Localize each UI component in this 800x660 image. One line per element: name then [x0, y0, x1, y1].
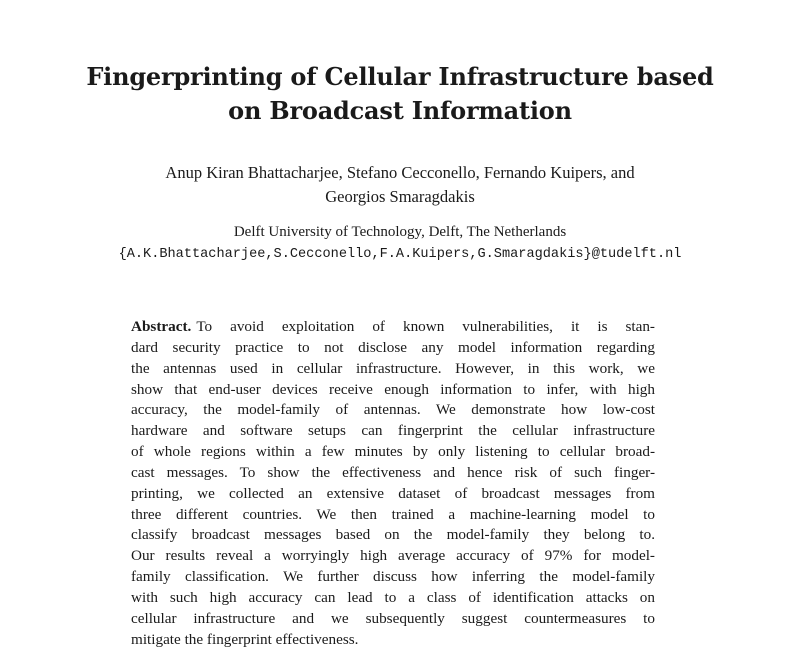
author-list — [40, 161, 760, 209]
authors-line-2: Georgios Smaragdakis — [325, 187, 475, 206]
paper-title — [40, 60, 760, 128]
abstract-line: family classification. We further discuss how inferring the model-family — [131, 568, 655, 586]
abstract-line: of whole regions within a few minutes by only listening to cellular broad- — [131, 443, 655, 461]
abstract-label: Abstract. — [131, 318, 192, 335]
abstract-line: Our results reveal a worryingly high average accuracy of 97% for model- — [131, 547, 655, 565]
abstract — [131, 317, 655, 651]
paper-title-line-2: on Broadcast Information — [228, 96, 572, 125]
abstract-line: hardware and software setups can fingerprint the cellular infrastructure — [131, 422, 655, 440]
abstract-line: Abstract. To avoid exploitation of known vulnerabilities, it is stan- — [131, 318, 655, 335]
paper-title-line-1: Fingerprinting of Cellular Infrastructure based — [86, 62, 714, 91]
abstract-line: mitigate the fingerprint effectiveness. — [131, 630, 359, 648]
abstract-line: the antennas used in cellular infrastructure. However, in this work, we — [131, 359, 655, 377]
authors-line-1: Anup Kiran Bhattacharjee, Stefano Cecconello, Fernando Kuipers, and — [165, 163, 635, 182]
affiliation: Delft University of Technology, Delft, The Netherlands — [233, 224, 567, 240]
abstract-line: with such high accuracy can lead to a class of identification attacks on — [131, 588, 655, 606]
abstract-line: accuracy, the model-family of antennas. We demonstrate how low-cost — [131, 401, 655, 419]
abstract-line: cellular infrastructure and we subsequently suggest countermeasures to — [131, 609, 655, 627]
author-emails: {A.K.Bhattacharjee,S.Cecconello,F.A.Kuipers,G.Smaragdakis}@tudelft.nl — [118, 247, 682, 262]
abstract-line: printing, we collected an extensive dataset of broadcast messages from — [131, 484, 655, 502]
abstract-line: three different countries. We then trained a machine-learning model to — [131, 505, 655, 523]
abstract-line: show that end-user devices receive enough information to infer, with high — [131, 380, 655, 398]
abstract-line: cast messages. To show the effectiveness and hence risk of such finger- — [131, 463, 655, 481]
abstract-line: dard security practice to not disclose any model information regarding — [131, 338, 655, 356]
abstract-line: classify broadcast messages based on the model-family they belong to. — [131, 526, 655, 544]
